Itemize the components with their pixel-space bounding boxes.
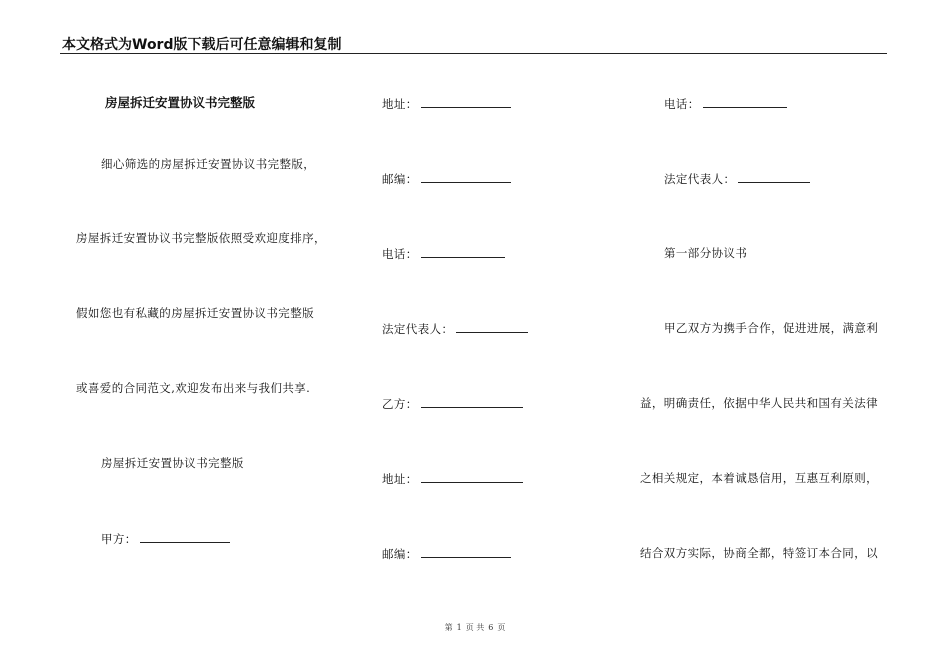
- party-b-blank: [421, 395, 523, 408]
- address-field: [382, 95, 511, 112]
- page-total: 6: [488, 623, 494, 632]
- address-blank: [421, 95, 511, 108]
- postcode-blank-2: [421, 545, 511, 558]
- phone-field: [382, 245, 505, 262]
- phone-label-2: 电话：: [664, 97, 700, 111]
- party-a-label: 甲方：: [101, 532, 137, 546]
- intro-line-1: 细心筛选的房屋拆迁安置协议书完整版，: [101, 157, 316, 171]
- address-field-2: [382, 470, 523, 487]
- agreement-body-line-4: 结合双方实际，协商全都，特签订本合同，以: [640, 546, 878, 560]
- page-number: 1: [456, 623, 462, 632]
- address-blank-2: [421, 470, 523, 483]
- party-b-field: [382, 395, 523, 412]
- postcode-field: [382, 170, 511, 187]
- phone-label: 电话：: [382, 247, 418, 261]
- legal-rep-blank: [456, 320, 528, 333]
- agreement-body-line-3: 之相关规定，本着诚恳信用，互惠互利原则，: [640, 471, 878, 485]
- intro-line-4: 或喜爱的合同范文,欢迎发布出来与我们共享.: [76, 381, 311, 395]
- page-footer: [0, 622, 950, 633]
- address-label-2: 地址：: [382, 472, 418, 486]
- legal-rep-blank-2: [738, 170, 810, 183]
- page-mid: 页 共: [465, 623, 485, 632]
- legal-rep-label: 法定代表人：: [382, 322, 454, 336]
- part-one-heading: 第一部分协议书: [664, 246, 748, 260]
- intro-line-2: 房屋拆迁安置协议书完整版依照受欢迎度排序，: [76, 231, 326, 245]
- legal-rep-field-2: [664, 170, 810, 187]
- phone-blank-2: [703, 95, 787, 108]
- postcode-label: 邮编：: [382, 172, 418, 186]
- phone-blank: [421, 245, 505, 258]
- header-divider: [60, 53, 887, 54]
- document-header-title: 本文格式为Word版下载后可任意编辑和复制: [62, 37, 342, 53]
- postcode-field-2: [382, 545, 511, 562]
- document-title: 房屋拆迁安置协议书完整版: [105, 95, 256, 110]
- legal-rep-label-2: 法定代表人：: [664, 172, 736, 186]
- page-prefix: 第: [444, 623, 453, 632]
- intro-line-3: 假如您也有私藏的房屋拆迁安置协议书完整版: [76, 306, 314, 320]
- agreement-body-line-1: 甲乙双方为携手合作，促进进展，满意利: [664, 321, 879, 335]
- party-a-blank: [140, 530, 230, 543]
- party-b-label: 乙方：: [382, 397, 418, 411]
- party-a-field: [101, 530, 230, 547]
- legal-rep-field: [382, 320, 528, 337]
- postcode-label-2: 邮编：: [382, 547, 418, 561]
- page-suffix: 页: [497, 623, 506, 632]
- agreement-body-line-2: 益，明确责任，依据中华人民共和国有关法律: [640, 396, 878, 410]
- document-subtitle: 房屋拆迁安置协议书完整版: [101, 456, 244, 470]
- postcode-blank: [421, 170, 511, 183]
- phone-field-2: [664, 95, 787, 112]
- address-label: 地址：: [382, 97, 418, 111]
